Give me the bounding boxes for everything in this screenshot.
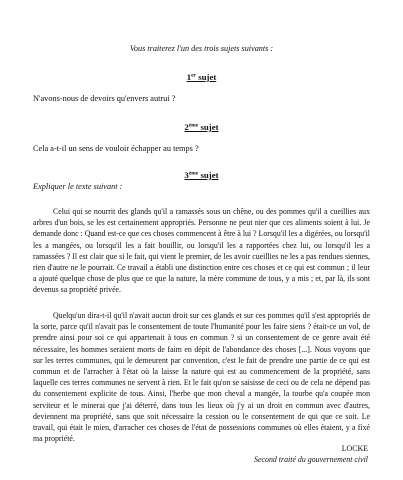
subject-2-heading: 2ème sujet xyxy=(184,122,219,132)
work-title: Second traité du gouvernement civil xyxy=(254,455,368,464)
subject-3-heading: 3ème sujet xyxy=(184,170,219,180)
subject-1-heading: 1er sujet xyxy=(186,72,217,82)
subject-1-question: N'avons-nous de devoirs qu'envers autrui ? xyxy=(33,94,176,103)
subject-2-question: Cela a-t-il un sens de vouloir échapper au temps ? xyxy=(33,144,199,153)
text-paragraph-2: Quelqu'un dira-t-il qu'il n'avait aucun droit sur ces glands et sur ces pommes qu'il s'est appropriés de la sorte, parce qu'il n'avait pas le consentement de toute l'humanité pour les faire siens ? était-ce un vol, de prendre ainsi pour soi ce qui appartenait à tous en commun ? si un consentement de ce genre avait été nécessaire, les hommes seraient morts de faim en dépit de l'abondance des choses [...]. Nous voyons que sur les terres communes, qui le demeurent par convention, c'est le fait de prendre une partie de ce qui est commun et de l'arracher à l'état où la laisse la nature qui est au commencement de la propriété, sans laquelle ces terres communes ne servent à rien. Et le fait qu'on se saisisse de ceci ou de cela ne dépend pas du consentement explicite de tous. Ainsi, l'herbe que mon cheval a mangée, la tourbe qu'a coupée mon serviteur et le minerai que j'ai déterré, dans tous les lieux où j'y ai un droit en commun avec d'autres, deviennent ma propriété, sans que soit nécessaire la cession ou le consentement de qui que ce soit. Le travail, qui était le mien, d'arracher ces choses de l'état de possessions communes où elles étaient, y a fixé ma propriété. xyxy=(33,311,370,444)
author-name: LOCKE xyxy=(341,444,368,453)
instructions: Vous traiterez l'un des trois sujets suivants : xyxy=(129,44,274,53)
text-paragraph-1: Celui qui se nourrit des glands qu'il a ramassés sous un chêne, ou des pommes qu'il a cueillies aux arbres d'un bois, se les est certainement appropriés. Personne ne peut nier que ces aliments soient à lui. Je demande donc : Quand est-ce que ces choses commencent à être à lui ? Lorsqu'il les a digérées, ou lorsqu'il les a mangées, ou lorsqu'il les a fait bouillir, ou lorsqu'il les a rapportées chez lui, ou lorsqu'il les a ramassées ? Il est clair que si le fait, qui vient le premier, de les avoir cueillies ne les a pas rendues siennes, rien d'autre ne le pourrait. Ce travail a établi une distinction entre ces choses et ce qui est commun ; il leur a ajouté quelque chose de plus que ce que la nature, la mère commune de tous, y a mis ; et, par là, ils sont devenus sa propriété privée. xyxy=(33,207,370,295)
explain-instruction: Expliquer le texte suivant : xyxy=(33,182,123,191)
